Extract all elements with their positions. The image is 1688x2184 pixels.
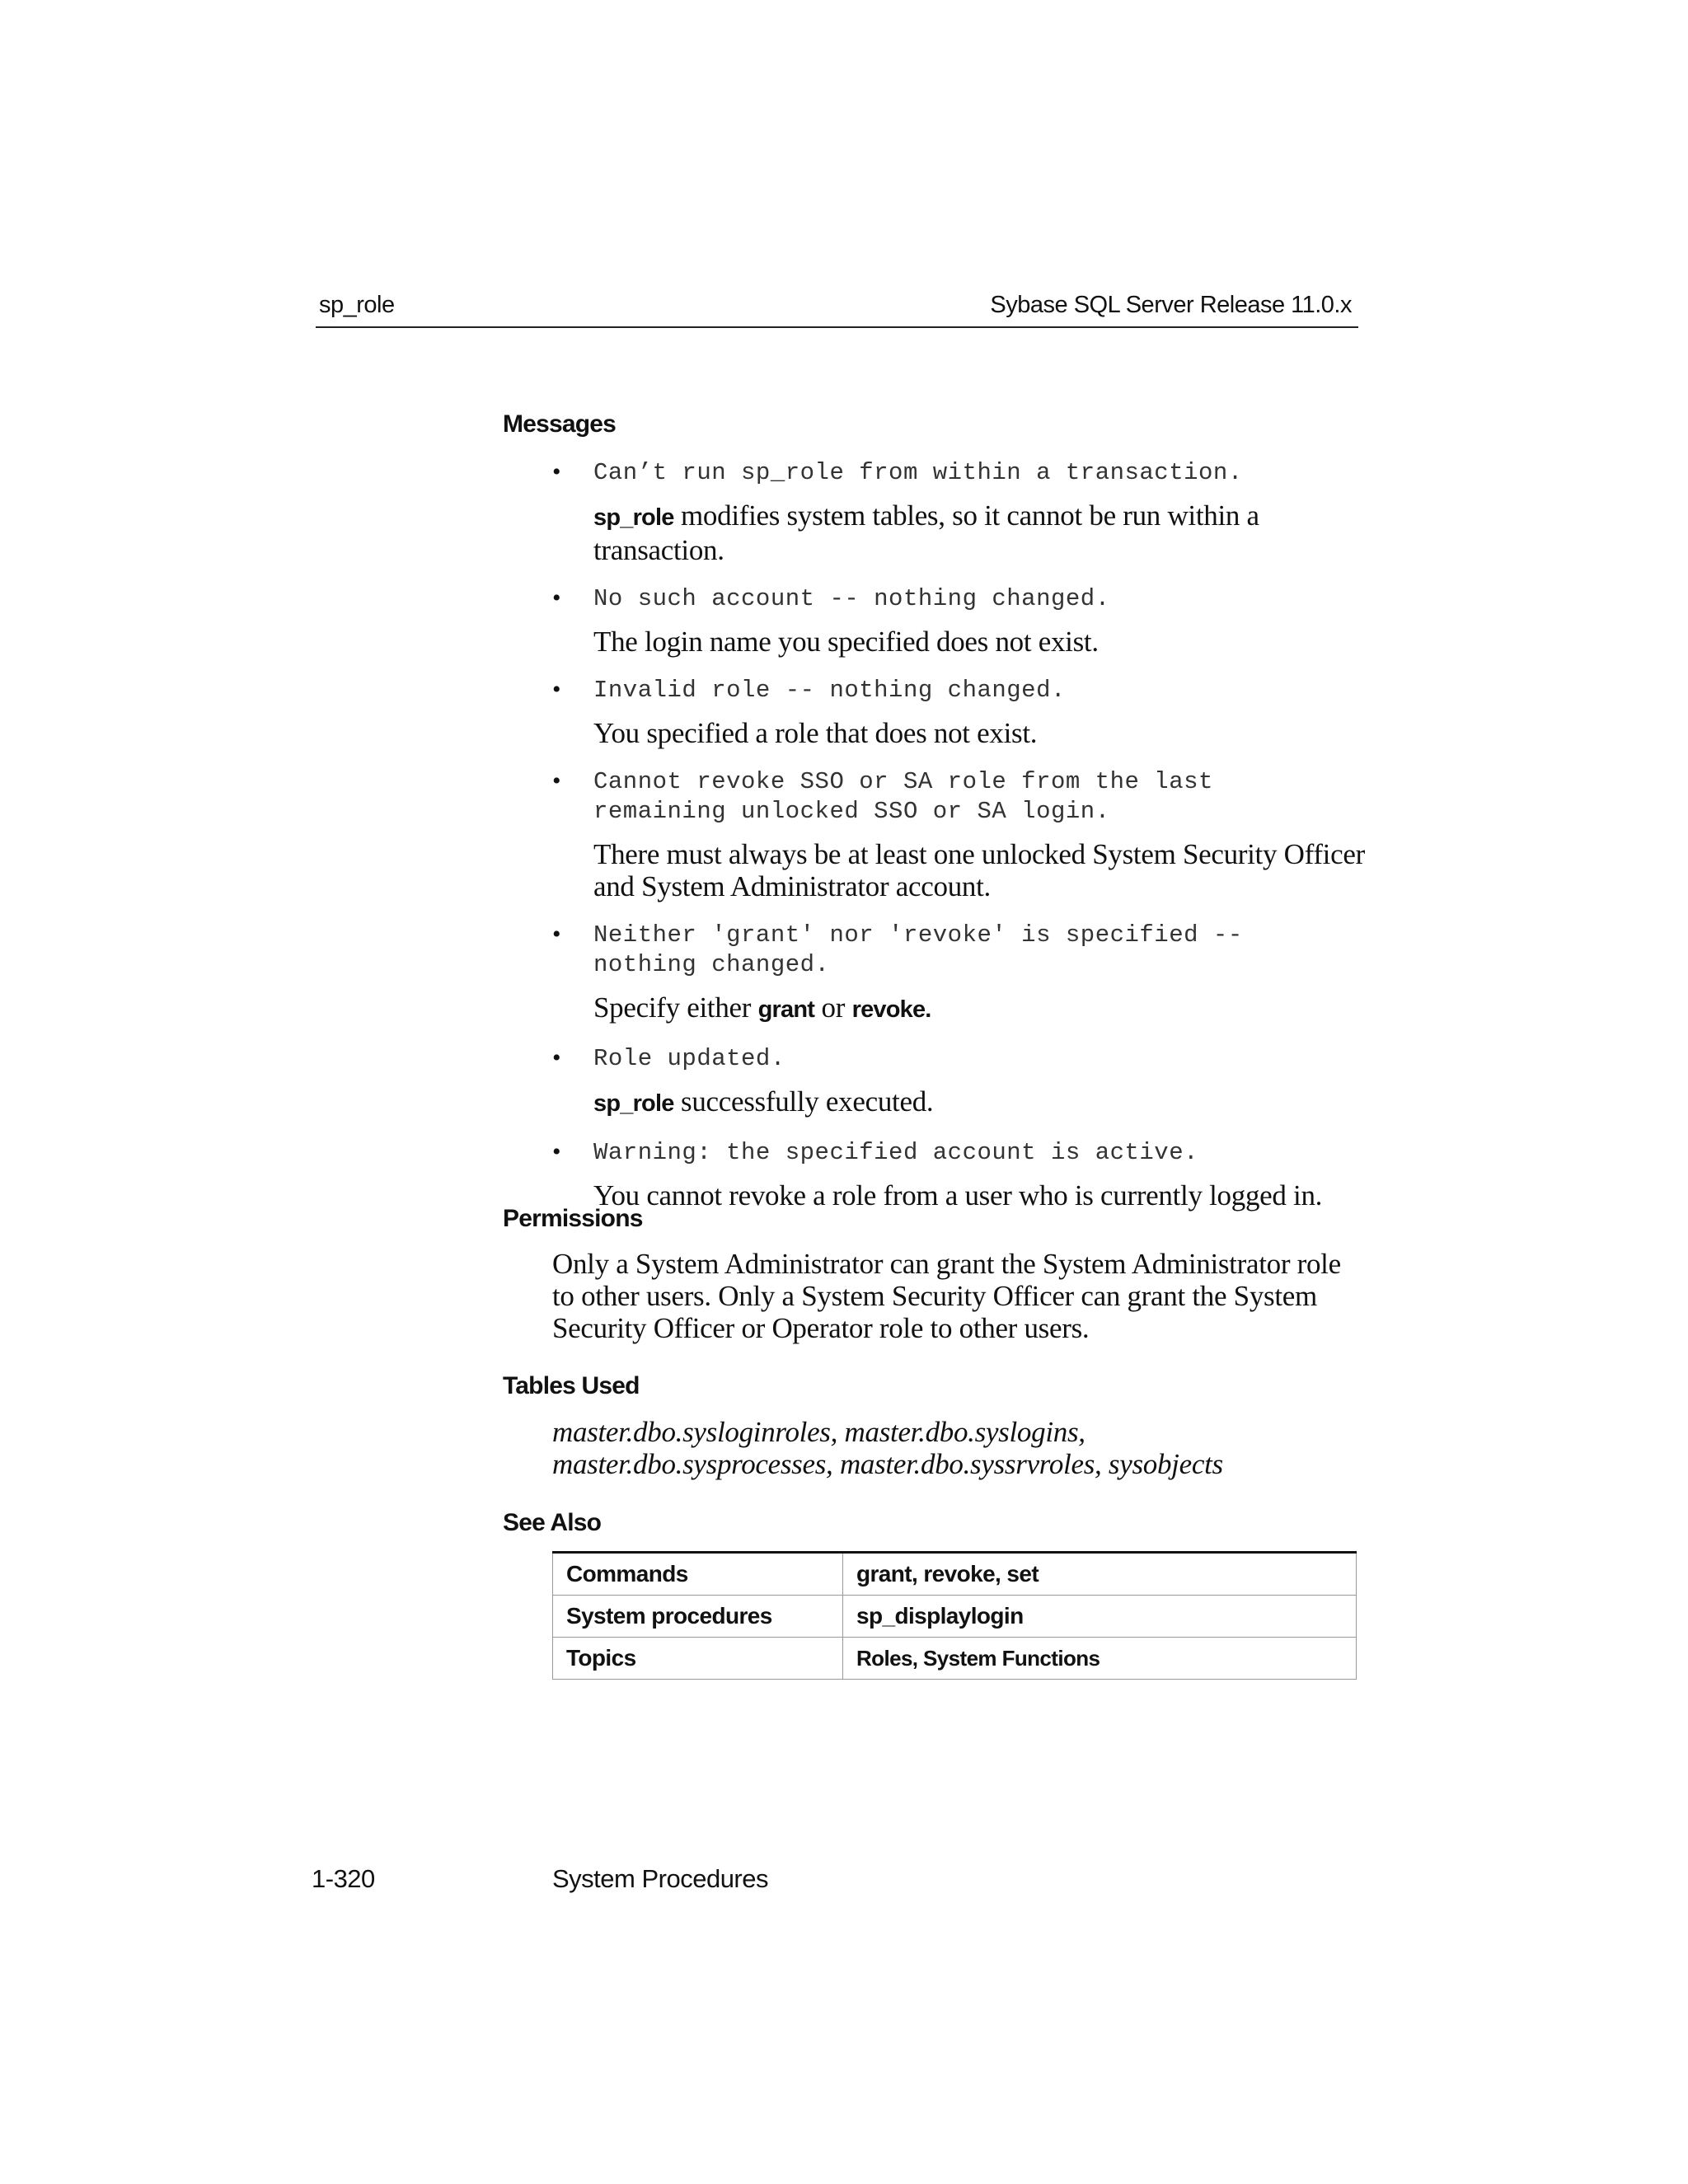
permissions-heading: Permissions xyxy=(503,1205,643,1232)
bullet: • xyxy=(552,458,561,485)
command-grant: grant xyxy=(757,996,815,1023)
message-description xyxy=(593,499,1368,566)
message-description: You specified a role that does not exist. xyxy=(593,717,1038,749)
messages-list xyxy=(552,458,1368,1230)
table-row xyxy=(553,1638,1357,1680)
tables-used-text: master.dbo.sysloginroles, master.dbo.syslogins, master.dbo.sysprocesses, master.dbo.syssrvroles, sysobjects xyxy=(552,1416,1223,1480)
message-code: Cannot revoke SSO or SA role from the last remaining unlocked SSO or SA login. xyxy=(593,768,1213,825)
message-item xyxy=(552,676,1368,749)
message-description-text: modifies system tables, so it cannot be run within a transaction. xyxy=(593,499,1259,566)
bullet: • xyxy=(552,1138,561,1165)
header-product: Sybase SQL Server Release 11.0.x xyxy=(990,292,1352,318)
page-number: 1-320 xyxy=(312,1864,375,1893)
see-also-items: Roles, System Functions xyxy=(843,1638,1357,1680)
message-code: Neither 'grant' nor 'revoke' is specified -- nothing changed. xyxy=(593,921,1243,978)
bullet: • xyxy=(552,1044,561,1071)
message-item xyxy=(552,1044,1368,1120)
message-item xyxy=(552,767,1368,902)
footer-title: System Procedures xyxy=(552,1864,768,1893)
message-item xyxy=(552,584,1368,658)
see-also-heading: See Also xyxy=(503,1509,602,1536)
bullet: • xyxy=(552,921,561,948)
message-description xyxy=(593,991,1368,1026)
see-also-items: grant, revoke, set xyxy=(843,1553,1357,1596)
procedure-name: sp_role xyxy=(593,1090,674,1117)
table-row xyxy=(553,1553,1357,1596)
message-description xyxy=(593,1085,1368,1120)
message-item xyxy=(552,458,1368,566)
message-description-text: successfully executed. xyxy=(673,1085,934,1118)
message-item xyxy=(552,1138,1368,1212)
bullet: • xyxy=(552,584,561,612)
see-also-table xyxy=(552,1551,1357,1680)
message-description: There must always be at least one unlocked System Security Officer and System Administrator account. xyxy=(593,838,1365,902)
message-code: Role updated. xyxy=(593,1045,785,1072)
see-also-category: Topics xyxy=(553,1638,843,1680)
message-description-text: or xyxy=(814,991,852,1024)
see-also-category: Commands xyxy=(553,1553,843,1596)
running-header xyxy=(316,290,1358,328)
message-code: No such account -- nothing changed. xyxy=(593,585,1110,612)
message-code: Warning: the specified account is active. xyxy=(593,1139,1199,1166)
tables-used-heading: Tables Used xyxy=(503,1372,640,1399)
message-item xyxy=(552,921,1368,1026)
message-description-text: Specify either xyxy=(593,991,758,1024)
see-also-items: sp_displaylogin xyxy=(843,1596,1357,1638)
bullet: • xyxy=(552,767,561,794)
message-description: The login name you specified does not exist. xyxy=(593,626,1099,658)
message-code: Can’t run sp_role from within a transaction. xyxy=(593,459,1243,486)
permissions-text: Only a System Administrator can grant the System Administrator role to other users. Only a System Security Officer can grant the System Security Officer or Operator role to other users. xyxy=(552,1248,1341,1344)
see-also-category: System procedures xyxy=(553,1596,843,1638)
message-description: You cannot revoke a role from a user who is currently logged in. xyxy=(593,1179,1323,1212)
table-row xyxy=(553,1596,1357,1638)
procedure-name: sp_role xyxy=(593,504,674,531)
messages-heading: Messages xyxy=(503,410,617,438)
bullet: • xyxy=(552,676,561,703)
command-revoke: revoke. xyxy=(851,996,931,1023)
header-topic: sp_role xyxy=(319,292,395,318)
message-code: Invalid role -- nothing changed. xyxy=(593,677,1066,704)
